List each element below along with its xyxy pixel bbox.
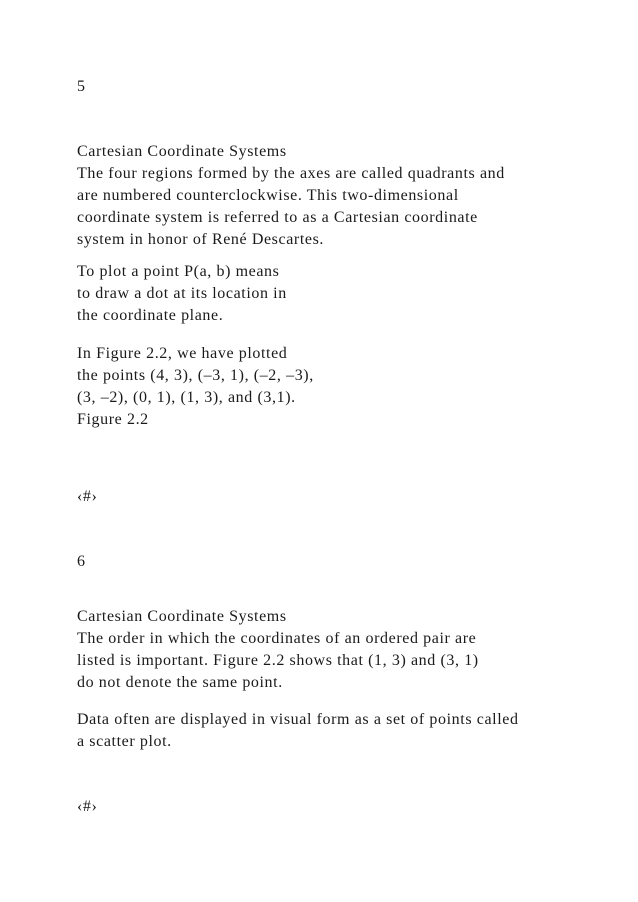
slide-text-block (77, 141, 505, 251)
paragraph (77, 709, 519, 753)
text-line: system in honor of René Descartes. (77, 231, 325, 248)
text-line: a scatter plot. (77, 733, 172, 750)
text-line: To plot a point P(a, b) means (77, 263, 280, 280)
text-line: (3, –2), (0, 1), (1, 3), and (3,1). (77, 389, 296, 406)
text-line: In Figure 2.2, we have plotted (77, 345, 288, 362)
text-line: coordinate system is referred to as a Cartesian coordinate (77, 209, 478, 226)
text-line: do not denote the same point. (77, 674, 283, 691)
slide-number: 5 (77, 78, 86, 95)
slide-footer: ‹#› (77, 798, 98, 815)
paragraph (77, 343, 314, 431)
text-line: The four regions formed by the axes are called quadrants and (77, 165, 505, 182)
text-line: The order in which the coordinates of an ordered pair are (77, 630, 477, 647)
text-line: the coordinate plane. (77, 307, 224, 324)
text-line: listed is important. Figure 2.2 shows that (1, 3) and (3, 1) (77, 652, 479, 669)
text-line: the points (4, 3), (–3, 1), (–2, –3), (77, 367, 314, 384)
figure-caption: Figure 2.2 (77, 411, 149, 428)
text-line: to draw a dot at its location in (77, 285, 287, 302)
slide-text-block (77, 606, 479, 694)
text-line: are numbered counterclockwise. This two-dimensional (77, 187, 459, 204)
slide-number: 6 (77, 553, 86, 570)
slide-title: Cartesian Coordinate Systems (77, 608, 287, 625)
text-line: Data often are displayed in visual form as a set of points called (77, 711, 519, 728)
slide-title: Cartesian Coordinate Systems (77, 143, 287, 160)
slide-footer: ‹#› (77, 488, 98, 505)
paragraph (77, 261, 287, 327)
